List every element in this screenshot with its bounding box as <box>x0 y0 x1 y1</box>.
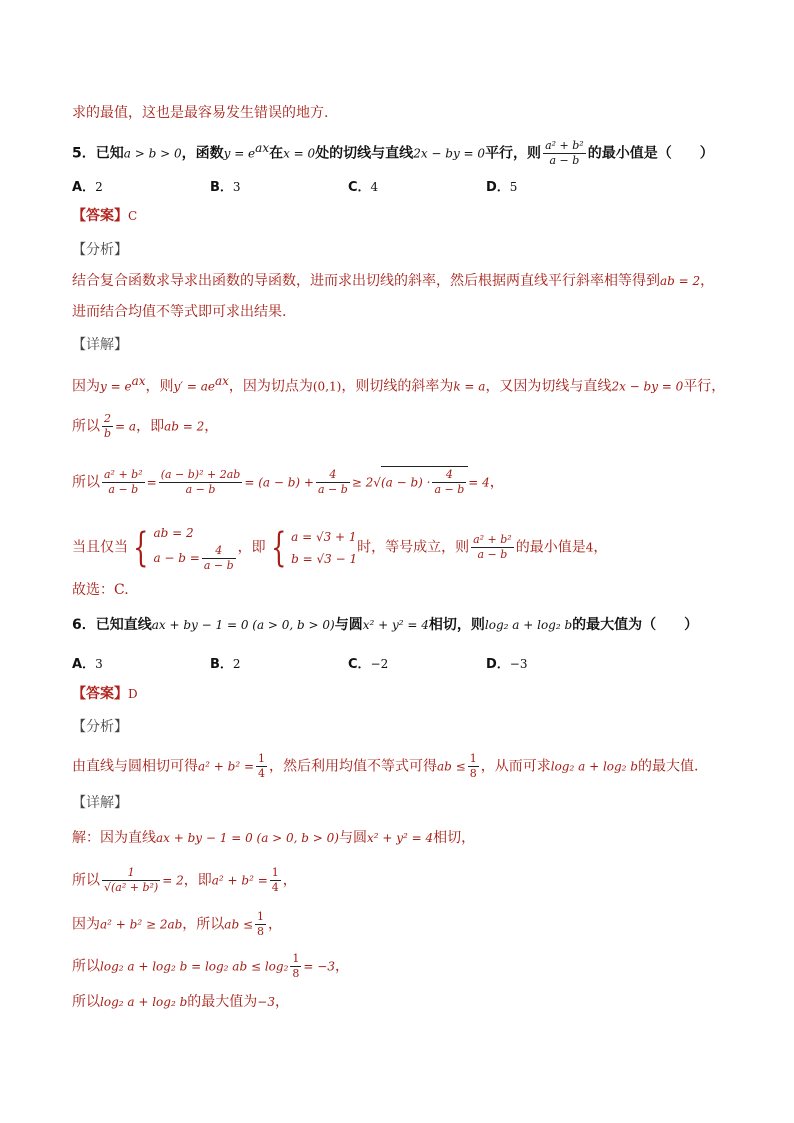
q5-detail-3: 所以 $\frac{\text{a² + b²}}{a - b}$ = $\frac{\text{(a − b)² + 2ab}}{a - b}$ = (a − b) + $\frac{4}{a - b}$ ≥ 2√(a − b) · $\frac{4}{a - b}$ = 4， <box>72 468 504 496</box>
q6-analysis-label: 【分析】 <box>72 719 128 735</box>
q5-detail-4: 当且仅当 { ab = 2 a − b = $\frac{4}{a - b}$ ，即 { a = √3 + 1 b = √3 − 1 时，等号成立，则 $\frac{\text{a² + b²}}{a - b}$ 的最小值是4， <box>72 524 608 572</box>
q5-option-c: C．4 <box>348 180 379 195</box>
q6-detail-label: 【详解】 <box>72 795 128 811</box>
q5-detail-label: 【详解】 <box>72 337 128 353</box>
q5-detail-2: 所以 $\frac{2}{b}$ = a，即ab = 2， <box>72 412 219 440</box>
q5-detail-1: 因为$y = e^{ax}$，则$y' = ae^{ax}$，因为切点为(0,1)，则切线的斜率为k = a，又因为切线与直线2x − by = 0平行， <box>72 374 726 395</box>
q5-option-d: D．5 <box>486 180 518 195</box>
q5-analysis-label: 【分析】 <box>72 242 128 258</box>
question-6: 6．已知直线ax + by − 1 = 0 (a > 0, b > 0)与圆x² + y² = 4相切，则log₂ a + log₂ b的最大值为（ ） <box>72 617 699 633</box>
q5-selection: 故选：C. <box>72 582 129 598</box>
q6-detail-3: 因为a² + b² ≥ 2ab，所以ab ≤ $\frac{1}{8}$ ， <box>72 910 283 938</box>
question-5: 5．已知a > b > 0，函数$y = e^{ax}$在x = 0处的切线与直线2x − by = 0平行，则 $\frac{\text{a² + b²}}{a - b}$ 的最小值是（ ） <box>72 139 714 168</box>
q6-detail-4: 所以log₂ a + log₂ b = log₂ ab ≤ log₂ $\frac{1}{8}$ = −3， <box>72 952 349 980</box>
q5-analysis-1: 结合复合函数求导求出函数的导函数，进而求出切线的斜率，然后根据两直线平行斜率相等得到ab = 2， <box>72 273 715 289</box>
q5-answer: 【答案】C <box>72 208 138 224</box>
q6-detail-2: 所以 $\frac{1}{\text{√(a² + b²)}}$ = 2，即a² + b² = $\frac{1}{4}$ ， <box>72 866 297 894</box>
q6-option-b: B．2 <box>210 657 241 672</box>
q6-option-a: A．3 <box>72 657 103 672</box>
q6-answer: 【答案】D <box>72 686 138 702</box>
q5-option-a: A．2 <box>72 180 103 195</box>
q6-option-c: C．−2 <box>348 657 389 672</box>
q6-option-d: D．−3 <box>486 657 528 672</box>
q5-analysis-2: 进而结合均值不等式即可求出结果. <box>72 304 287 320</box>
q6-analysis-1: 由直线与圆相切可得a² + b² = $\frac{1}{4}$ ，然后利用均值不等式可得ab ≤ $\frac{1}{8}$ ，从而可求log₂ a + log₂ b的最大值. <box>72 752 699 780</box>
q5-option-b: B．3 <box>210 180 241 195</box>
intro-text: 求的最值，这也是最容易发生错误的地方. <box>72 105 329 121</box>
q6-detail-5: 所以log₂ a + log₂ b的最大值为−3， <box>72 994 289 1010</box>
q6-detail-1: 解：因为直线ax + by − 1 = 0 (a > 0, b > 0)与圆x² + y² = 4相切， <box>72 830 476 846</box>
